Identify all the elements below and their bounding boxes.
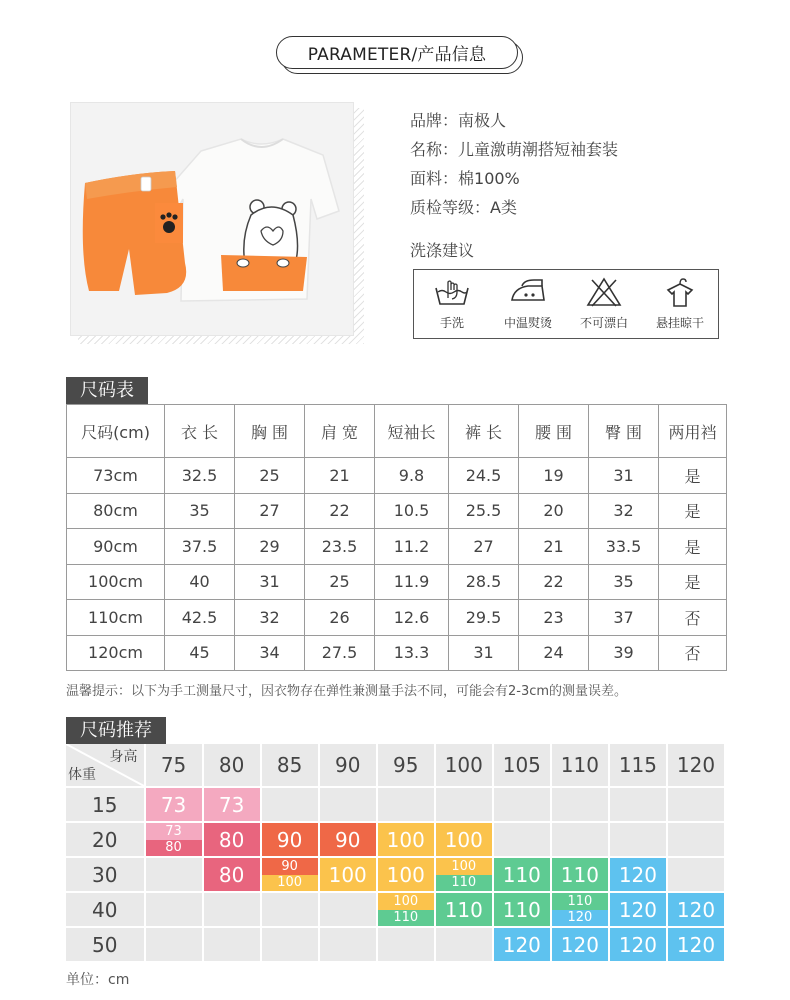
recommend-cell — [494, 858, 550, 891]
size-value-cell: 27 — [449, 529, 519, 565]
size-value-cell: 33.5 — [589, 529, 659, 565]
size-chip: 110 — [494, 893, 550, 926]
hand-wash-icon — [432, 276, 472, 308]
size-value-cell: 45 — [165, 635, 235, 671]
recommend-cell — [494, 788, 550, 821]
size-value-cell: 21 — [305, 458, 375, 494]
recommend-cell — [204, 788, 260, 821]
height-header-cell: 75 — [146, 744, 202, 786]
size-chip: 90 — [320, 823, 376, 856]
weight-header-cell: 15 — [66, 788, 144, 821]
recommend-cell — [262, 893, 318, 926]
height-header-cell: 115 — [610, 744, 666, 786]
table-row — [67, 493, 727, 529]
size-label-cell: 110cm — [67, 600, 165, 636]
size-table-body — [67, 458, 727, 671]
recommend-corner — [66, 744, 144, 786]
size-value-cell: 39 — [589, 635, 659, 671]
table-row — [67, 564, 727, 600]
size-chip-lower: 110 — [436, 875, 492, 892]
size-value-cell: 34 — [235, 635, 305, 671]
size-chip: 120 — [610, 893, 666, 926]
size-value-cell: 35 — [589, 564, 659, 600]
size-chip: 120 — [552, 928, 608, 961]
height-header-cell: 110 — [552, 744, 608, 786]
size-value-cell: 23.5 — [305, 529, 375, 565]
recommend-cell — [436, 858, 492, 891]
size-chip: 100 — [378, 823, 434, 856]
size-recommend-grid — [66, 744, 726, 963]
recommend-cell — [378, 893, 434, 926]
recommend-cell — [494, 823, 550, 856]
recommend-cell — [494, 893, 550, 926]
unit-note: 单位：cm — [66, 972, 130, 988]
size-value-cell: 27.5 — [305, 635, 375, 671]
size-value-cell: 31 — [235, 564, 305, 600]
table-row — [67, 458, 727, 494]
size-value-cell: 13.3 — [375, 635, 449, 671]
recommend-cell — [146, 893, 202, 926]
size-value-cell: 19 — [519, 458, 589, 494]
recommend-cell — [262, 928, 318, 961]
wash-label-hand: 手洗 — [439, 316, 464, 330]
size-chip: 120 — [494, 928, 550, 961]
size-chip: 80 — [204, 823, 260, 856]
size-label-cell: 80cm — [67, 493, 165, 529]
size-value-cell: 是 — [659, 458, 727, 494]
size-header-cell: 尺码(cm) — [67, 405, 165, 458]
size-value-cell: 28.5 — [449, 564, 519, 600]
corner-weight-label: 体重 — [68, 767, 96, 783]
size-chip: 73 — [204, 788, 260, 821]
info-row-brand: 品牌：南极人 — [410, 111, 507, 130]
recommend-cell — [436, 893, 492, 926]
recommend-cell — [552, 788, 608, 821]
size-chip: 100 — [320, 858, 376, 891]
table-row — [66, 788, 726, 823]
height-header-cell: 120 — [668, 744, 724, 786]
size-value-cell: 22 — [519, 564, 589, 600]
wash-label-iron: 中温熨烫 — [503, 316, 552, 330]
size-header-cell: 衣 长 — [165, 405, 235, 458]
size-table-header — [67, 405, 727, 458]
table-row — [67, 529, 727, 565]
size-value-cell: 是 — [659, 529, 727, 565]
recommend-cell — [552, 928, 608, 961]
table-row — [66, 858, 726, 893]
recommend-cell — [610, 823, 666, 856]
height-header-cell: 100 — [436, 744, 492, 786]
table-row — [66, 823, 726, 858]
wash-item-iron — [490, 270, 566, 338]
size-value-cell: 11.9 — [375, 564, 449, 600]
size-header-cell: 胸 围 — [235, 405, 305, 458]
size-value-cell: 22 — [305, 493, 375, 529]
recommend-label: 尺码推荐 — [66, 717, 166, 744]
recommend-cell — [436, 823, 492, 856]
size-value-cell: 29.5 — [449, 600, 519, 636]
size-value-cell: 27 — [235, 493, 305, 529]
recommend-cell — [146, 928, 202, 961]
size-chip-lower: 100 — [262, 875, 318, 892]
title-pill: PARAMETER/产品信息 — [276, 36, 518, 69]
size-label-cell: 90cm — [67, 529, 165, 565]
size-chip-lower: 120 — [552, 910, 608, 927]
size-chip: 73 — [146, 788, 202, 821]
recommend-cell — [320, 928, 376, 961]
size-value-cell: 32.5 — [165, 458, 235, 494]
wash-label-hang: 悬挂晾干 — [655, 316, 704, 330]
recommend-cell — [610, 893, 666, 926]
size-value-cell: 否 — [659, 600, 727, 636]
size-header-cell: 肩 宽 — [305, 405, 375, 458]
weight-header-cell: 20 — [66, 823, 144, 856]
size-chip-lower: 80 — [146, 840, 202, 857]
height-header-cell: 90 — [320, 744, 376, 786]
size-header-cell: 短袖长 — [375, 405, 449, 458]
size-value-cell: 是 — [659, 493, 727, 529]
size-value-cell: 21 — [519, 529, 589, 565]
size-value-cell: 42.5 — [165, 600, 235, 636]
size-chip-lower: 110 — [378, 910, 434, 927]
recommend-cell — [552, 893, 608, 926]
wash-title: 洗涤建议 — [410, 241, 475, 260]
corner-height-label: 身高 — [109, 749, 138, 765]
measurement-note: 温馨提示：以下为手工测量尺寸，因衣物存在弹性兼测量手法不同，可能会有2-3cm的测量误差。 — [66, 684, 628, 699]
size-value-cell: 37.5 — [165, 529, 235, 565]
size-chip: 80 — [204, 858, 260, 891]
size-value-cell: 26 — [305, 600, 375, 636]
size-chip: 120 — [610, 928, 666, 961]
recommend-cell — [204, 893, 260, 926]
table-row — [67, 635, 727, 671]
wash-item-hand-wash — [414, 270, 490, 338]
recommend-cell — [378, 928, 434, 961]
size-value-cell: 31 — [589, 458, 659, 494]
size-chip-upper: 73 — [146, 823, 202, 840]
recommend-cell — [668, 858, 724, 891]
size-value-cell: 10.5 — [375, 493, 449, 529]
wash-care-box — [413, 269, 719, 339]
section-title — [276, 36, 524, 74]
weight-header-cell: 50 — [66, 928, 144, 961]
recommend-cell — [552, 823, 608, 856]
recommend-cell — [610, 788, 666, 821]
size-value-cell: 23 — [519, 600, 589, 636]
size-header-cell: 裤 长 — [449, 405, 519, 458]
size-chip: 120 — [668, 928, 724, 961]
iron-medium-icon — [508, 276, 548, 308]
size-value-cell: 40 — [165, 564, 235, 600]
size-header-cell: 两用裆 — [659, 405, 727, 458]
size-chip: 110 — [436, 893, 492, 926]
size-chip: 110 — [552, 858, 608, 891]
size-value-cell: 29 — [235, 529, 305, 565]
product-photo — [70, 102, 354, 336]
height-header-cell: 80 — [204, 744, 260, 786]
height-header-cell: 95 — [378, 744, 434, 786]
recommend-cell — [262, 823, 318, 856]
size-value-cell: 35 — [165, 493, 235, 529]
size-chip: 120 — [668, 893, 724, 926]
recommend-cell — [668, 823, 724, 856]
size-value-cell: 24.5 — [449, 458, 519, 494]
recommend-cell — [436, 788, 492, 821]
recommend-cell — [262, 858, 318, 891]
size-table — [66, 404, 727, 671]
info-row-fabric: 面料：棉100% — [410, 169, 520, 188]
recommend-cell — [668, 788, 724, 821]
size-value-cell: 37 — [589, 600, 659, 636]
size-chip-upper: 110 — [552, 893, 608, 910]
wash-label-bleach: 不可漂白 — [579, 316, 628, 330]
size-value-cell: 32 — [589, 493, 659, 529]
size-chip-upper: 90 — [262, 858, 318, 875]
size-value-cell: 11.2 — [375, 529, 449, 565]
size-chip-upper: 100 — [378, 893, 434, 910]
recommend-cell — [494, 928, 550, 961]
recommend-cell — [436, 928, 492, 961]
recommend-cell — [378, 823, 434, 856]
size-value-cell: 25 — [305, 564, 375, 600]
recommend-cell — [320, 788, 376, 821]
size-value-cell: 9.8 — [375, 458, 449, 494]
size-value-cell: 25.5 — [449, 493, 519, 529]
size-value-cell: 20 — [519, 493, 589, 529]
weight-header-cell: 30 — [66, 858, 144, 891]
recommend-cell — [320, 823, 376, 856]
hang-dry-icon — [660, 276, 700, 308]
size-value-cell: 12.6 — [375, 600, 449, 636]
wash-item-hang-dry — [642, 270, 718, 338]
size-value-cell: 32 — [235, 600, 305, 636]
no-bleach-icon — [584, 276, 624, 308]
recommend-cell — [146, 788, 202, 821]
height-header-cell: 85 — [262, 744, 318, 786]
height-header-cell: 105 — [494, 744, 550, 786]
size-table-label: 尺码表 — [66, 377, 148, 404]
recommend-cell — [146, 823, 202, 856]
size-value-cell: 31 — [449, 635, 519, 671]
size-value-cell: 否 — [659, 635, 727, 671]
size-value-cell: 是 — [659, 564, 727, 600]
recommend-cell — [668, 928, 724, 961]
size-chip: 100 — [378, 858, 434, 891]
recommend-cell — [320, 893, 376, 926]
info-row-grade: 质检等级：A类 — [410, 198, 517, 217]
product-illustration — [71, 103, 355, 337]
table-row — [67, 600, 727, 636]
recommend-cell — [668, 893, 724, 926]
size-chip: 90 — [262, 823, 318, 856]
size-chip-upper: 100 — [436, 858, 492, 875]
recommend-cell — [262, 788, 318, 821]
size-label-cell: 120cm — [67, 635, 165, 671]
size-value-cell: 24 — [519, 635, 589, 671]
recommend-cell — [204, 858, 260, 891]
recommend-cell — [378, 788, 434, 821]
size-label-cell: 73cm — [67, 458, 165, 494]
size-label-cell: 100cm — [67, 564, 165, 600]
table-row — [66, 928, 726, 963]
size-header-cell: 腰 围 — [519, 405, 589, 458]
table-row — [66, 893, 726, 928]
recommend-cell — [204, 928, 260, 961]
size-chip: 100 — [436, 823, 492, 856]
recommend-cell — [378, 858, 434, 891]
size-chip: 120 — [610, 858, 666, 891]
info-row-name: 名称：儿童激萌潮搭短袖套装 — [410, 140, 619, 159]
product-info — [410, 106, 618, 222]
recommend-cell — [610, 928, 666, 961]
recommend-cell — [552, 858, 608, 891]
size-chip: 110 — [494, 858, 550, 891]
weight-header-cell: 40 — [66, 893, 144, 926]
recommend-cell — [146, 858, 202, 891]
recommend-cell — [320, 858, 376, 891]
recommend-cell — [204, 823, 260, 856]
wash-item-no-bleach — [566, 270, 642, 338]
size-header-cell: 臀 围 — [589, 405, 659, 458]
recommend-header-row — [66, 744, 726, 788]
size-value-cell: 25 — [235, 458, 305, 494]
recommend-cell — [610, 858, 666, 891]
